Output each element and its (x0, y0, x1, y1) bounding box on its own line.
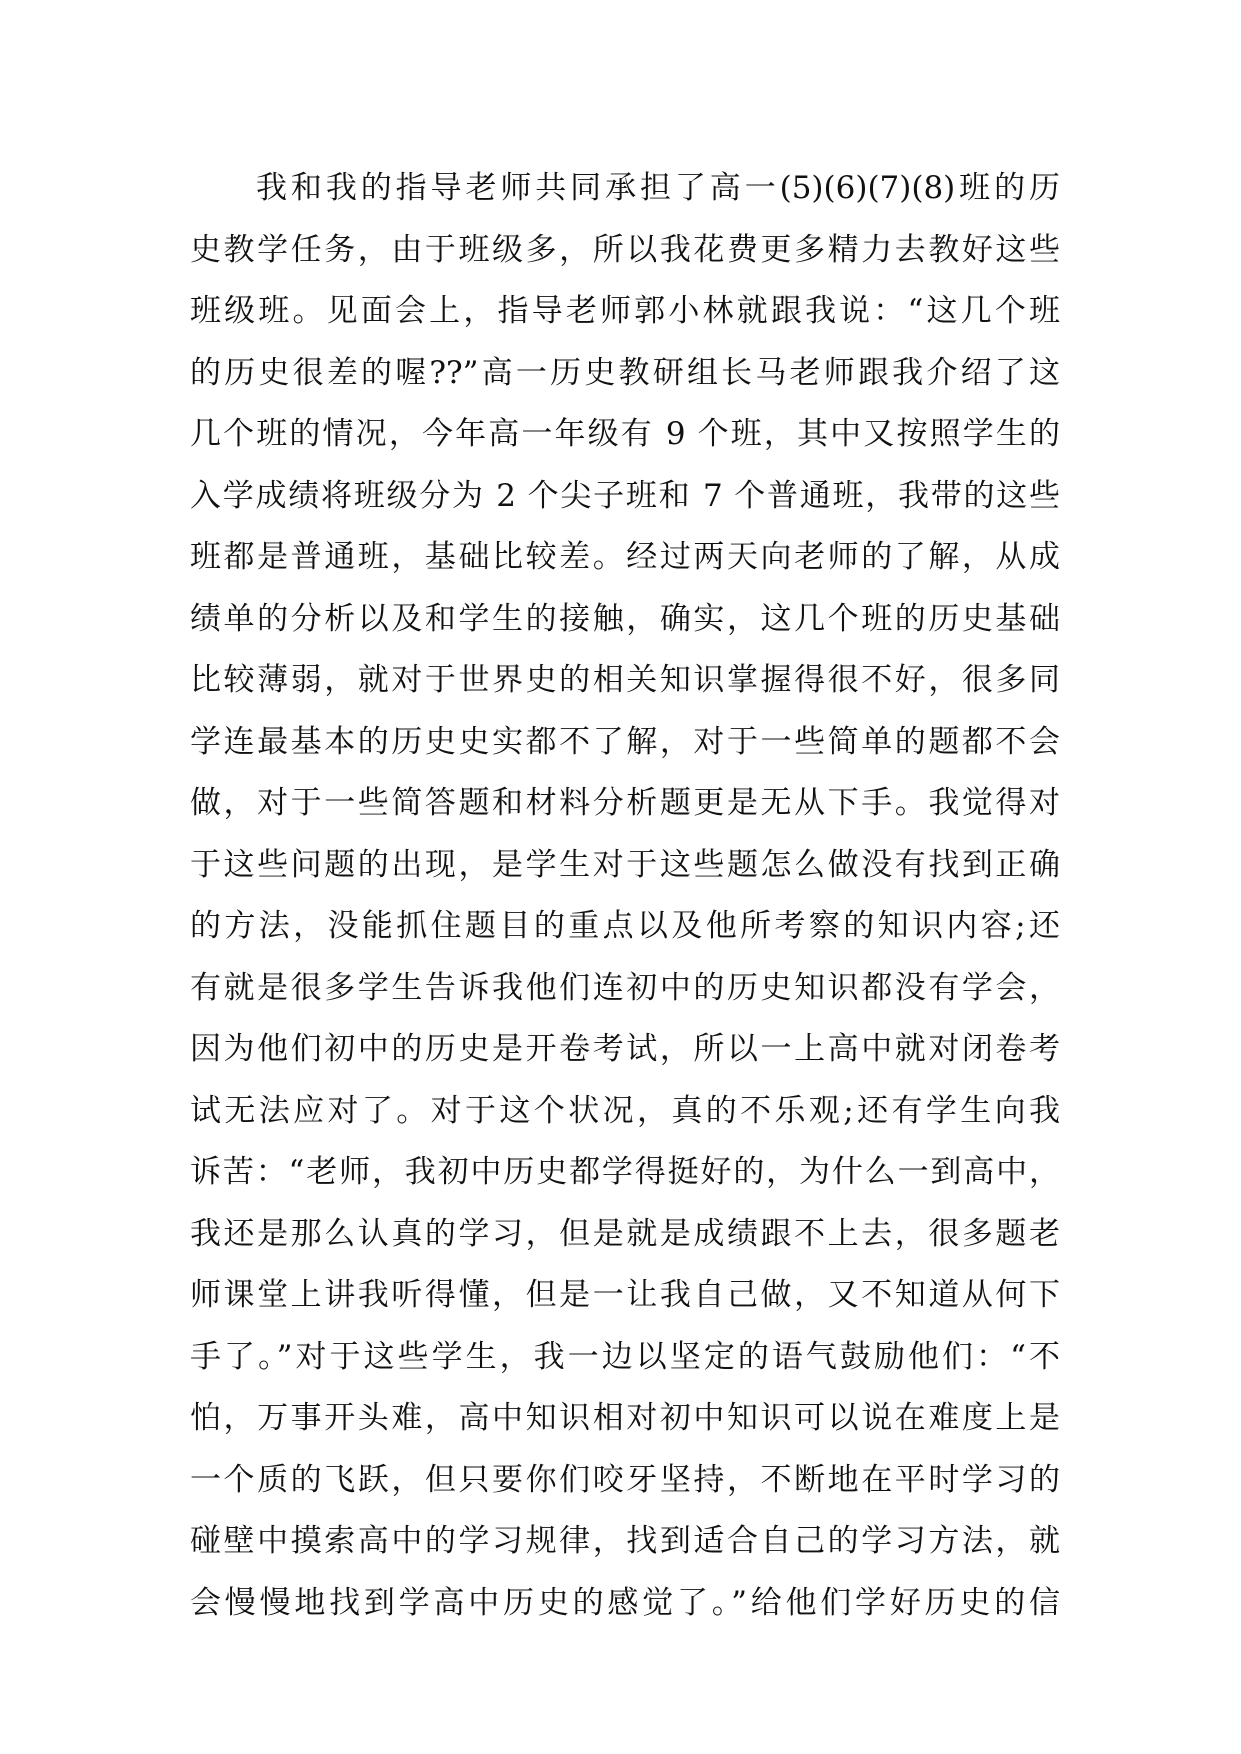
text-line: 诉苦：“老师，我初中历史都学得挺好的，为什么一到高中， (190, 1154, 1060, 1190)
text-line: 我还是那么认真的学习，但是就是成绩跟不上去，很多题老 (190, 1215, 1060, 1252)
text-line: 师课堂上讲我听得懂，但是一让我自己做，又不知道从何下 (190, 1277, 1060, 1313)
text-line: 的历史很差的喔??”高一历史教研组长马老师跟我介绍了这 (190, 354, 1060, 391)
text-line: 我和我的指导老师共同承担了高一(5)(6)(7)(8)班的历 (256, 170, 1060, 206)
text-line: 有就是很多学生告诉我他们连初中的历史知识都没有学会， (190, 969, 1060, 1006)
text-line: 碰壁中摸索高中的学习规律，找到适合自己的学习方法，就 (190, 1523, 1060, 1559)
text-line: 试无法应对了。对于这个状况，真的不乐观;还有学生向我 (190, 1092, 1060, 1129)
text-line: 于这些问题的出现，是学生对于这些题怎么做没有找到正确 (190, 846, 1060, 883)
text-line: 绩单的分析以及和学生的接触，确实，这几个班的历史基础 (190, 600, 1060, 637)
text-line: 会慢慢地找到学高中历史的感觉了。”给他们学好历史的信 (190, 1584, 1060, 1621)
text-line: 手了。”对于这些学生，我一边以坚定的语气鼓励他们：“不 (190, 1338, 1060, 1375)
body-paragraph (190, 158, 1060, 1634)
text-line: 因为他们初中的历史是开卷考试，所以一上高中就对闭卷考 (190, 1031, 1060, 1067)
text-line: 班级班。见面会上，指导老师郭小林就跟我说：“这几个班 (190, 293, 1060, 329)
text-line: 学连最基本的历史史实都不了解，对于一些简单的题都不会 (190, 723, 1060, 760)
text-line: 比较薄弱，就对于世界史的相关知识掌握得很不好，很多同 (190, 662, 1060, 698)
text-line: 入学成绩将班级分为 2 个尖子班和 7 个普通班，我带的这些 (190, 477, 1060, 514)
text-line: 怕，万事开头难，高中知识相对初中知识可以说在难度上是 (190, 1400, 1060, 1436)
text-line: 做，对于一些简答题和材料分析题更是无从下手。我觉得对 (190, 785, 1060, 821)
text-line: 班都是普通班，基础比较差。经过两天向老师的了解，从成 (190, 539, 1060, 575)
text-line: 的方法，没能抓住题目的重点以及他所考察的知识内容;还 (190, 908, 1060, 944)
text-line: 史教学任务，由于班级多，所以我花费更多精力去教好这些 (190, 231, 1060, 268)
text-line: 一个质的飞跃，但只要你们咬牙坚持，不断地在平时学习的 (190, 1461, 1060, 1498)
text-line: 几个班的情况，今年高一年级有 9 个班，其中又按照学生的 (190, 416, 1060, 452)
